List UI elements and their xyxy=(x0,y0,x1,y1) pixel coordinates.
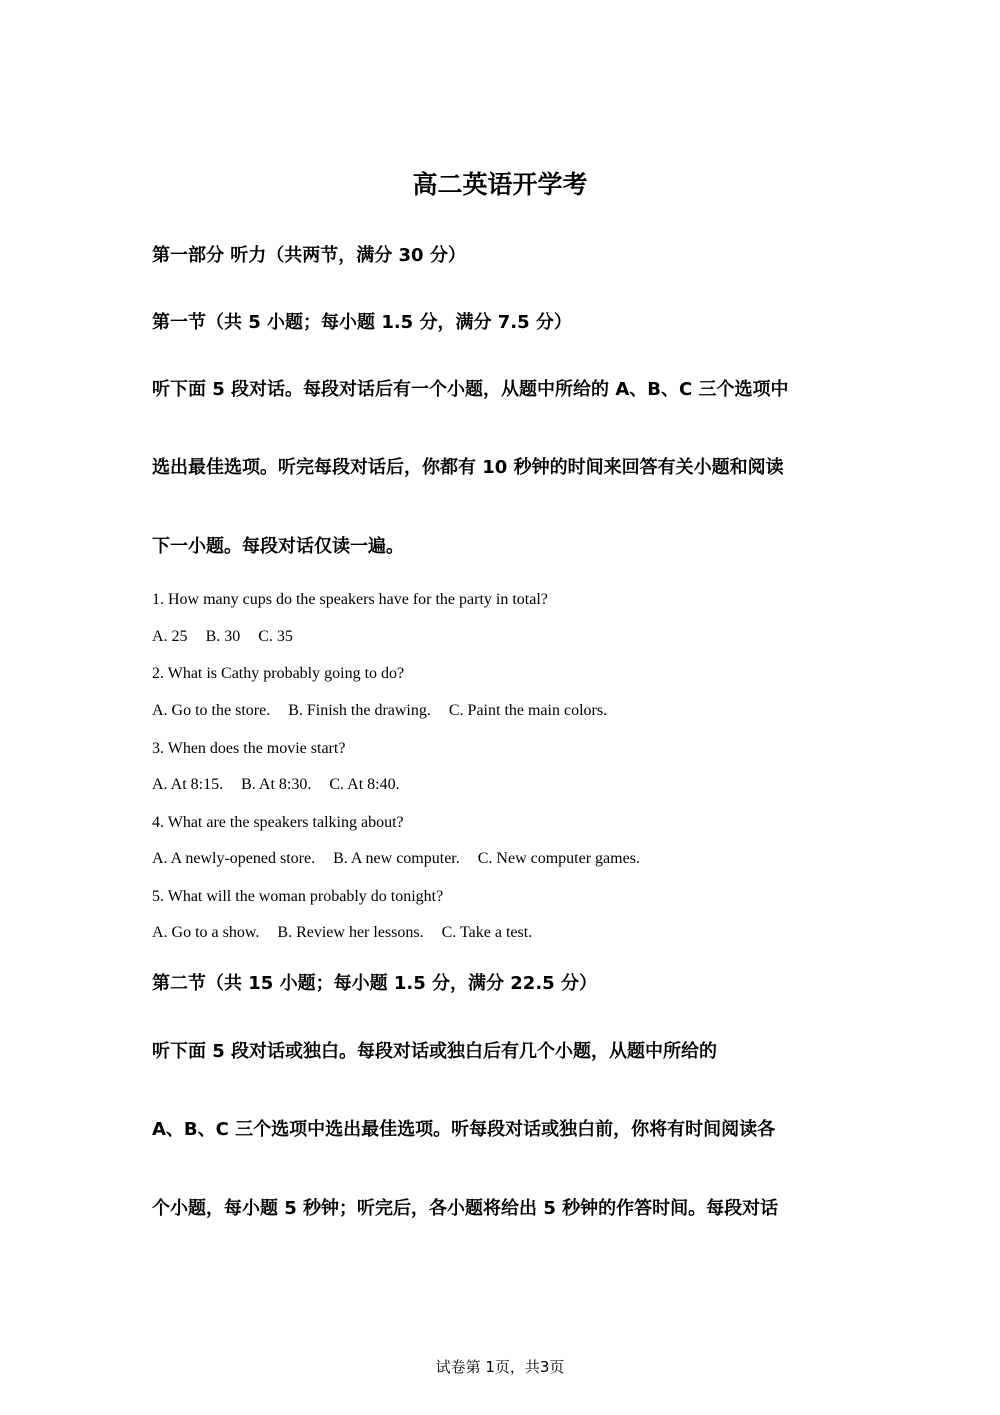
exam-title: 高二英语开学考 xyxy=(412,170,588,199)
option-b: B. Finish the drawing. xyxy=(288,702,431,719)
question-4: 4. What are the speakers talking about? xyxy=(152,814,404,831)
page-footer: 试卷第 1页，共3页 xyxy=(435,1358,565,1376)
option-a: A. Go to the store. xyxy=(152,702,271,719)
section1-heading: 第一节（共 5 小题；每小题 1.5 分，满分 7.5 分） xyxy=(152,312,572,333)
question-1: 1. How many cups do the speakers have for the party in total? xyxy=(152,591,548,608)
section2-instruction-line: 听下面 5 段对话或独白。每段对话或独白后有几个小题，从题中所给的 xyxy=(152,1041,718,1062)
option-a: A. A newly-opened store. xyxy=(152,850,316,867)
option-c: C. Paint the main colors. xyxy=(448,702,608,719)
question-1-options xyxy=(152,625,293,649)
part1-heading: 第一部分 听力（共两节，满分 30 分） xyxy=(152,245,466,266)
section1-instruction-line: 选出最佳选项。听完每段对话后，你都有 10 秒钟的时间来回答有关小题和阅读 xyxy=(152,457,784,478)
option-b: B. At 8:30. xyxy=(241,776,312,793)
section1-instruction-line: 下一小题。每段对话仅读一遍。 xyxy=(152,536,404,557)
question-3-options xyxy=(152,773,400,797)
question-2: 2. What is Cathy probably going to do? xyxy=(152,665,405,682)
section1-instruction-line: 听下面 5 段对话。每段对话后有一个小题，从题中所给的 A、B、C 三个选项中 xyxy=(152,379,789,400)
question-5: 5. What will the woman probably do tonight? xyxy=(152,888,444,905)
question-3: 3. When does the movie start? xyxy=(152,740,346,757)
section2-instruction-line: 个小题，每小题 5 秒钟；听完后，各小题将给出 5 秒钟的作答时间。每段对话 xyxy=(152,1198,779,1219)
option-c: C. New computer games. xyxy=(477,850,640,867)
option-b: B. Review her lessons. xyxy=(277,924,424,941)
option-b: B. 30 xyxy=(205,628,241,645)
option-b: B. A new computer. xyxy=(333,850,460,867)
option-a: A. 25 xyxy=(152,628,188,645)
question-2-options xyxy=(152,699,607,723)
option-c: C. 35 xyxy=(258,628,293,645)
question-4-options xyxy=(152,847,640,871)
option-a: A. At 8:15. xyxy=(152,776,224,793)
section2-heading: 第二节（共 15 小题；每小题 1.5 分，满分 22.5 分） xyxy=(152,973,597,994)
question-5-options xyxy=(152,921,532,945)
option-c: C. Take a test. xyxy=(441,924,533,941)
option-c: C. At 8:40. xyxy=(329,776,400,793)
section2-instruction-line: A、B、C 三个选项中选出最佳选项。听每段对话或独白前，你将有时间阅读各 xyxy=(152,1119,776,1140)
option-a: A. Go to a show. xyxy=(152,924,260,941)
